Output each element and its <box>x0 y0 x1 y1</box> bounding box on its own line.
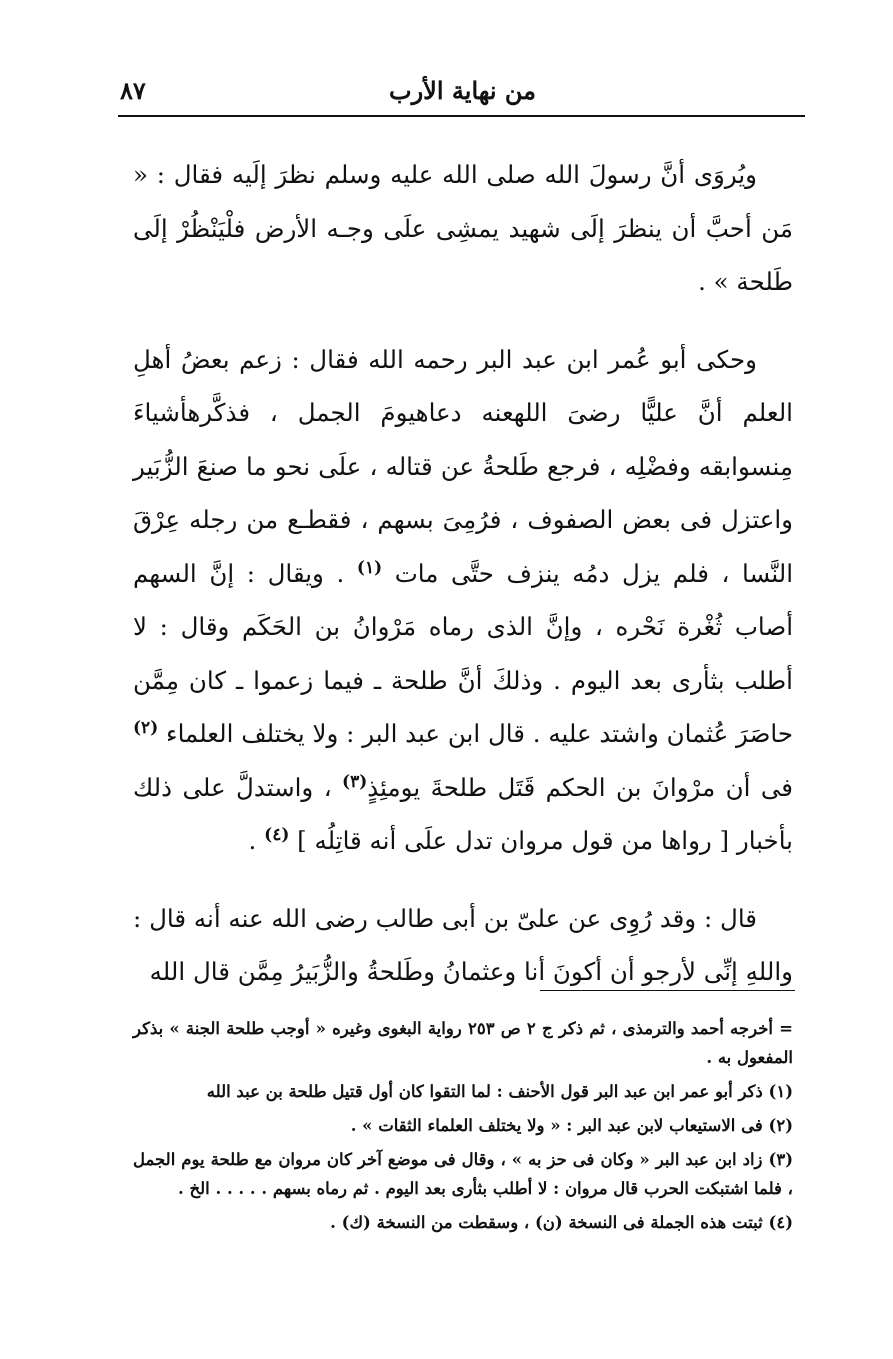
footnote-continuation: = أخرجه أحمد والترمذى ، ثم ذكر ج ٢ ص ٢٥٣ رواية البغوى وغيره « أوجب طلحة الجنة » بذكر المفعول به . <box>133 1019 794 1067</box>
footnote-ref-1: (١) <box>356 557 383 578</box>
paragraph-2-part-e: . <box>248 826 257 855</box>
footnote-1: (١) ذكر أبو عمر ابن عبد البر قول الأحنف : لما التقوا كان أول قتيل طلحة بن عبد الله <box>206 1082 793 1101</box>
paragraph-2-part-b: . ويقال : إنَّ السهم أصاب ثُغْرة نَحْره ، وإنَّ الذى رماه مَرْوانُ بن الحَكَم وقال : لا أطلب بثأرى بعد اليوم . وذلكَ أنَّ طلحة ـ فيما زعموا ـ كان مِمَّن حاصَرَ عُثمان واشتد عليه . قال ابن عبد البر : ولا يختلف العلماء <box>133 558 793 748</box>
footnote-ref-3: (٣) <box>342 771 368 792</box>
paragraph-2-part-d: ، واستدلَّ على ذلك بأخبار [ رواها من قول مروان تدل علَى أنه قاتِلُه ] <box>133 772 793 855</box>
footnotes <box>133 1014 793 1237</box>
footnote-ref-2: (٢) <box>133 717 159 738</box>
running-header <box>120 70 805 110</box>
footnote-separator <box>540 990 795 991</box>
paragraph-3: قال : وقد رُوِى عن علىّ بن أبى طالب رضى الله عنه أنه قال : واللهِ إنِّى لأرجو أن أكونَ أنا وعثمانُ وطَلحةُ والزُّبَيرُ مِمَّن قال الله <box>133 903 793 986</box>
paragraph-2-part-a: وحكى أبو عُمر ابن عبد البر رحمه الله فقال : زعم بعضُ أهلِ العلم أنَّ عليًّا رضىَ اللهعنه دعاهيومَ الجمل ، فذكَّرهأشياءَ مِنسوابقه وفضْلِه ، فرجع طَلحةُ عن قتاله ، علَى نحو ما صنعَ الزُّبَير واعتزل فى بعض الصفوف ، فرُمِىَ بسهم ، فقطـع من رجله عِرْقَ النَّسا ، فلم يزل دمُه ينزف حتَّى مات <box>133 344 793 588</box>
paragraph-1: ويُروَى أنَّ رسولَ الله صلى الله عليه وسلم نظرَ إلَيه فقال : « مَن أحبَّ أن ينظرَ إلَى شهيد يمشِى علَى وجـه الأرض فلْيَنْظُرْ إلَى طَلحة » . <box>133 160 793 296</box>
page-number: ٨٧ <box>120 76 146 105</box>
paragraph-2 <box>133 333 793 868</box>
footnote-ref-4: (٤) <box>264 824 290 845</box>
main-text <box>133 148 793 999</box>
running-title: من نهاية الأرب <box>389 76 536 105</box>
footnote-3: (٣) زاد ابن عبد البر « وكان فى حز به » ، وقال فى موضع آخر كان مروان مع طلحة يوم الجمل ، فلما اشتبكت الحرب قال مروان : لا أطلب بثأرى بعد اليوم . ثم رماه بسهم . . . . . الخ . <box>133 1150 793 1198</box>
footnote-2: (٢) فى الاستيعاب لابن عبد البر : « ولا يختلف العلماء الثقات » . <box>350 1116 793 1135</box>
paragraph-2-part-c: فى أن مرْوانَ بن الحكم قَتَل طلحةَ يومئِذٍ <box>367 772 793 802</box>
footnote-4: (٤) ثبتت هذه الجملة فى النسخة (ن) ، وسقطت من النسخة (ك) . <box>330 1213 793 1232</box>
header-rule <box>118 115 805 117</box>
